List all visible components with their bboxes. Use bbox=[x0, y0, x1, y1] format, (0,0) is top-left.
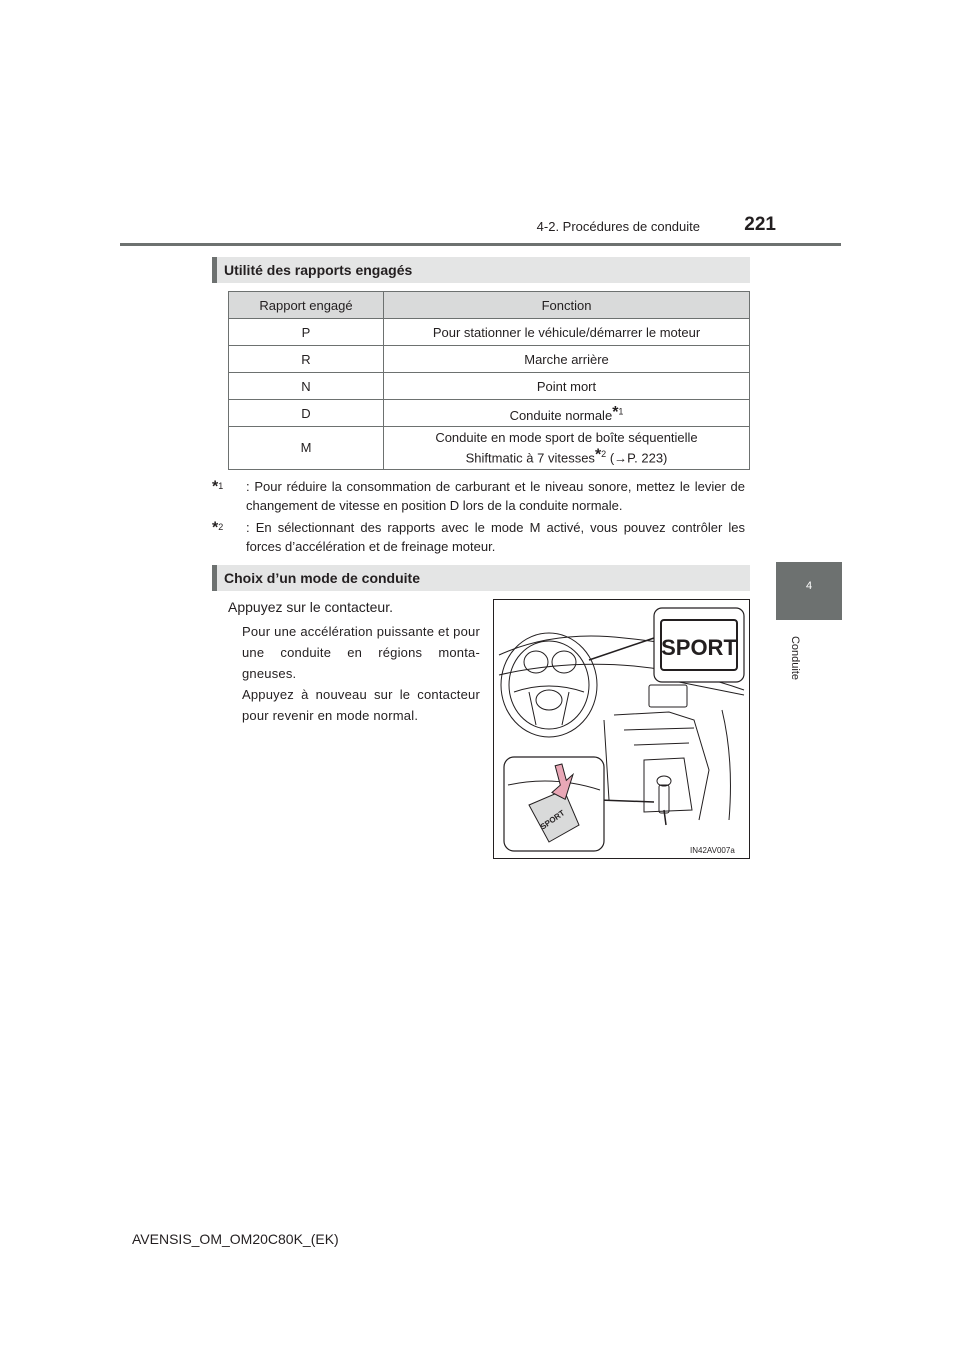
footnote-2 bbox=[212, 518, 745, 558]
function-text-line2: Shiftmatic à 7 vitesses bbox=[465, 450, 595, 466]
function-cell bbox=[384, 427, 750, 470]
column-header-gear: Rapport engagé bbox=[229, 292, 384, 319]
button-press-inset bbox=[504, 757, 604, 851]
footnote-ref[interactable]: 1 bbox=[618, 406, 624, 417]
column-header-function: Fonction bbox=[384, 292, 750, 319]
table-header-row bbox=[229, 292, 750, 319]
document-code: AVENSIS_OM_OM20C80K_(EK) bbox=[132, 1231, 339, 1247]
header-divider bbox=[120, 243, 841, 246]
chapter-label: Conduite bbox=[789, 635, 801, 681]
paragraph-sport-purpose: Pour une accélération puissante et pour une conduite en régions monta-gneuses. bbox=[242, 624, 480, 681]
chapter-tab[interactable] bbox=[776, 562, 842, 620]
gear-cell: N bbox=[229, 373, 384, 400]
section-breadcrumb: 4-2. Procédures de conduite bbox=[536, 219, 700, 234]
function-text-line2-wrap bbox=[388, 446, 745, 466]
gear-cell: D bbox=[229, 400, 384, 427]
instruction-lead: Appuyez sur le contacteur. bbox=[228, 599, 393, 615]
footnote-number: 1 bbox=[218, 481, 224, 491]
footnote-number: 2 bbox=[218, 522, 224, 532]
page-reference-link[interactable]: (→P. 223) bbox=[609, 450, 668, 466]
table-row bbox=[229, 319, 750, 346]
inset-sport-label: SPORT bbox=[538, 808, 567, 832]
table-row bbox=[229, 427, 750, 470]
function-cell: Marche arrière bbox=[384, 346, 750, 373]
section-title-drive-mode: Choix d’un mode de conduite bbox=[224, 570, 420, 586]
table-row bbox=[229, 346, 750, 373]
function-cell bbox=[384, 400, 750, 427]
gear-cell: P bbox=[229, 319, 384, 346]
figure-id: IN42AV007a bbox=[690, 846, 735, 855]
sport-button-label: SPORT bbox=[661, 635, 737, 660]
function-cell: Pour stationner le véhicule/démarrer le moteur bbox=[384, 319, 750, 346]
page-number: 221 bbox=[744, 214, 776, 235]
footnote-star: * bbox=[594, 446, 602, 464]
gear-table bbox=[228, 291, 750, 470]
section-banner-drive-mode bbox=[212, 565, 750, 591]
footnote-star: * bbox=[212, 519, 219, 537]
function-text: Conduite normale bbox=[509, 407, 613, 423]
paragraph-return-normal: Appuyez à nouveau sur le contacteur pour revenir en mode normal. bbox=[242, 687, 480, 723]
gear-cell: R bbox=[229, 346, 384, 373]
function-cell: Point mort bbox=[384, 373, 750, 400]
section-banner-gears bbox=[212, 257, 750, 283]
footnote-star: * bbox=[612, 403, 619, 421]
footnote-star: * bbox=[212, 478, 219, 496]
footnote-text: : Pour réduire la consommation de carburant et le niveau sonore, mettez le levier de changement de vitesse en position D lors de la conduite normale. bbox=[246, 479, 745, 513]
gear-cell: M bbox=[229, 427, 384, 470]
sport-button-illustration bbox=[493, 599, 750, 859]
footnote-1 bbox=[212, 477, 745, 517]
table-row bbox=[229, 373, 750, 400]
function-text-line1: Conduite en mode sport de boîte séquentielle bbox=[435, 429, 698, 445]
chapter-number: 4 bbox=[805, 580, 813, 592]
dashboard-drawing bbox=[494, 600, 749, 858]
footnote-text: : En sélectionnant des rapports avec le mode M activé, vous pouvez contrôler les forces d’accélération et de freinage moteur. bbox=[246, 520, 745, 554]
section-title-gears: Utilité des rapports engagés bbox=[224, 262, 413, 278]
footnote-ref[interactable]: 2 bbox=[601, 448, 607, 459]
table-row bbox=[229, 400, 750, 427]
